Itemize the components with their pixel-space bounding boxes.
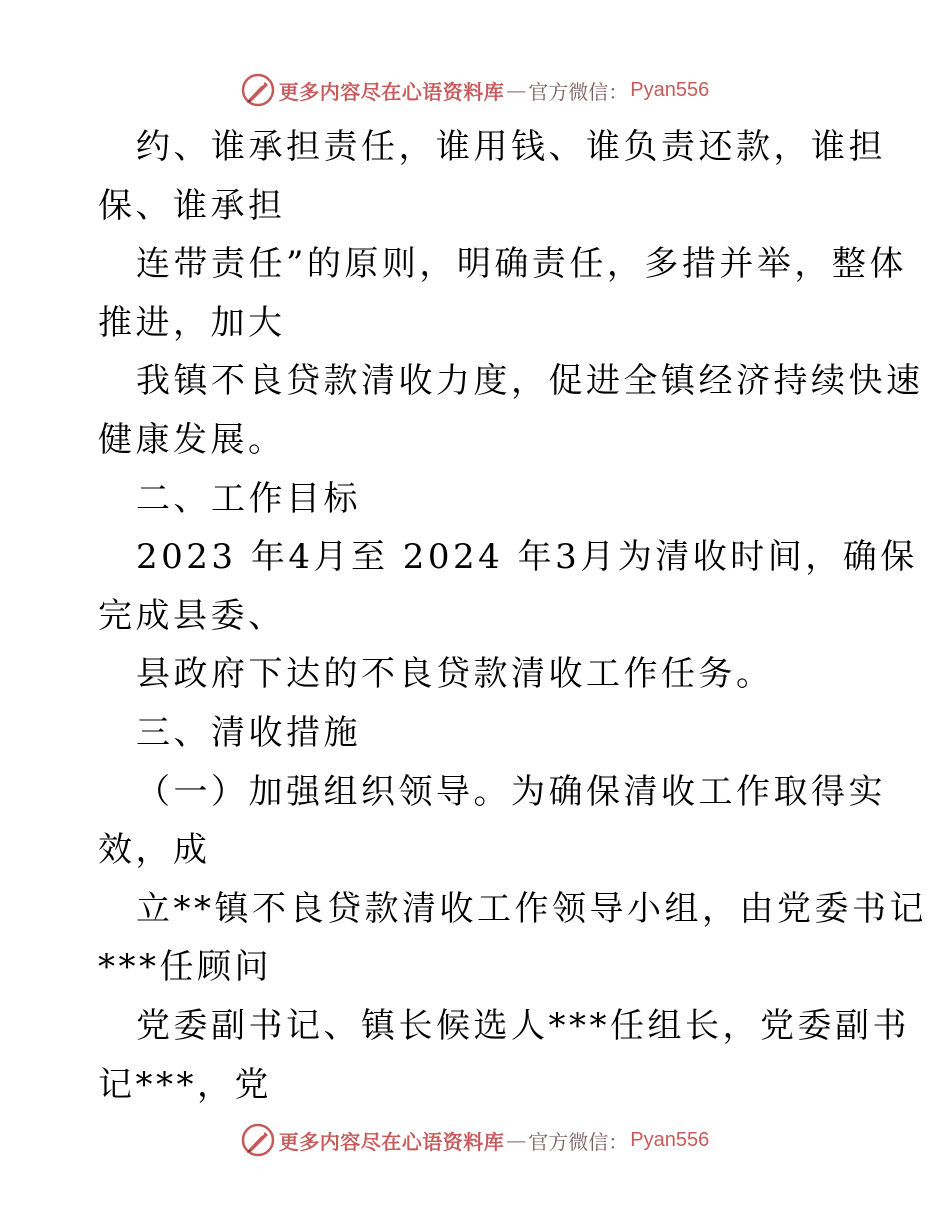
header-wechat-label: 官方微信： [528,79,629,104]
body-line: 党委副书记、镇长候选人***任组长，党委副书 [136,1005,910,1046]
body-line: 2023 年4月至 2024 年3月为清收时间，确保 [136,537,918,578]
body-line: 完成县委、 [98,595,286,636]
header-brand-text: 更多内容尽在心语资料库 [278,79,505,104]
header-wechat-id: Pyan556 [630,78,710,101]
footer-dash: — [506,1128,527,1152]
body-line: 连带责任”的原则，明确责任，多措并举，整体 [136,244,907,285]
footer-banner [0,1120,950,1160]
quill-pen-logo-icon [241,73,275,107]
body-line: 立**镇不良贷款清收工作领导小组，由党委书记 [136,888,927,929]
section-heading: 三、清收措施 [136,712,361,753]
footer-wechat-label: 官方微信： [528,1129,629,1154]
body-line: 我镇不良贷款清收力度，促进全镇经济持续快速 [136,361,924,402]
quill-pen-logo-icon [241,1123,275,1157]
header-dash: — [506,78,527,102]
body-line: 记***，党 [98,1064,272,1105]
body-line: ***任顾问 [98,947,272,988]
footer-wechat-id: Pyan556 [630,1128,710,1151]
body-line: （一）加强组织领导。为确保清收工作取得实 [136,771,886,812]
body-line: 效，成 [98,830,211,871]
body-line: 健康发展。 [98,419,286,460]
body-line: 县政府下达的不良贷款清收工作任务。 [136,654,774,695]
body-line: 约、谁承担责任，谁用钱、谁负责还款，谁担 [136,127,886,167]
body-line: 保、谁承担 [98,185,286,226]
section-heading: 二、工作目标 [136,478,361,519]
document-body [98,118,927,1114]
header-banner [0,70,950,110]
body-line: 推进，加大 [98,302,286,343]
footer-brand-text: 更多内容尽在心语资料库 [278,1129,505,1154]
